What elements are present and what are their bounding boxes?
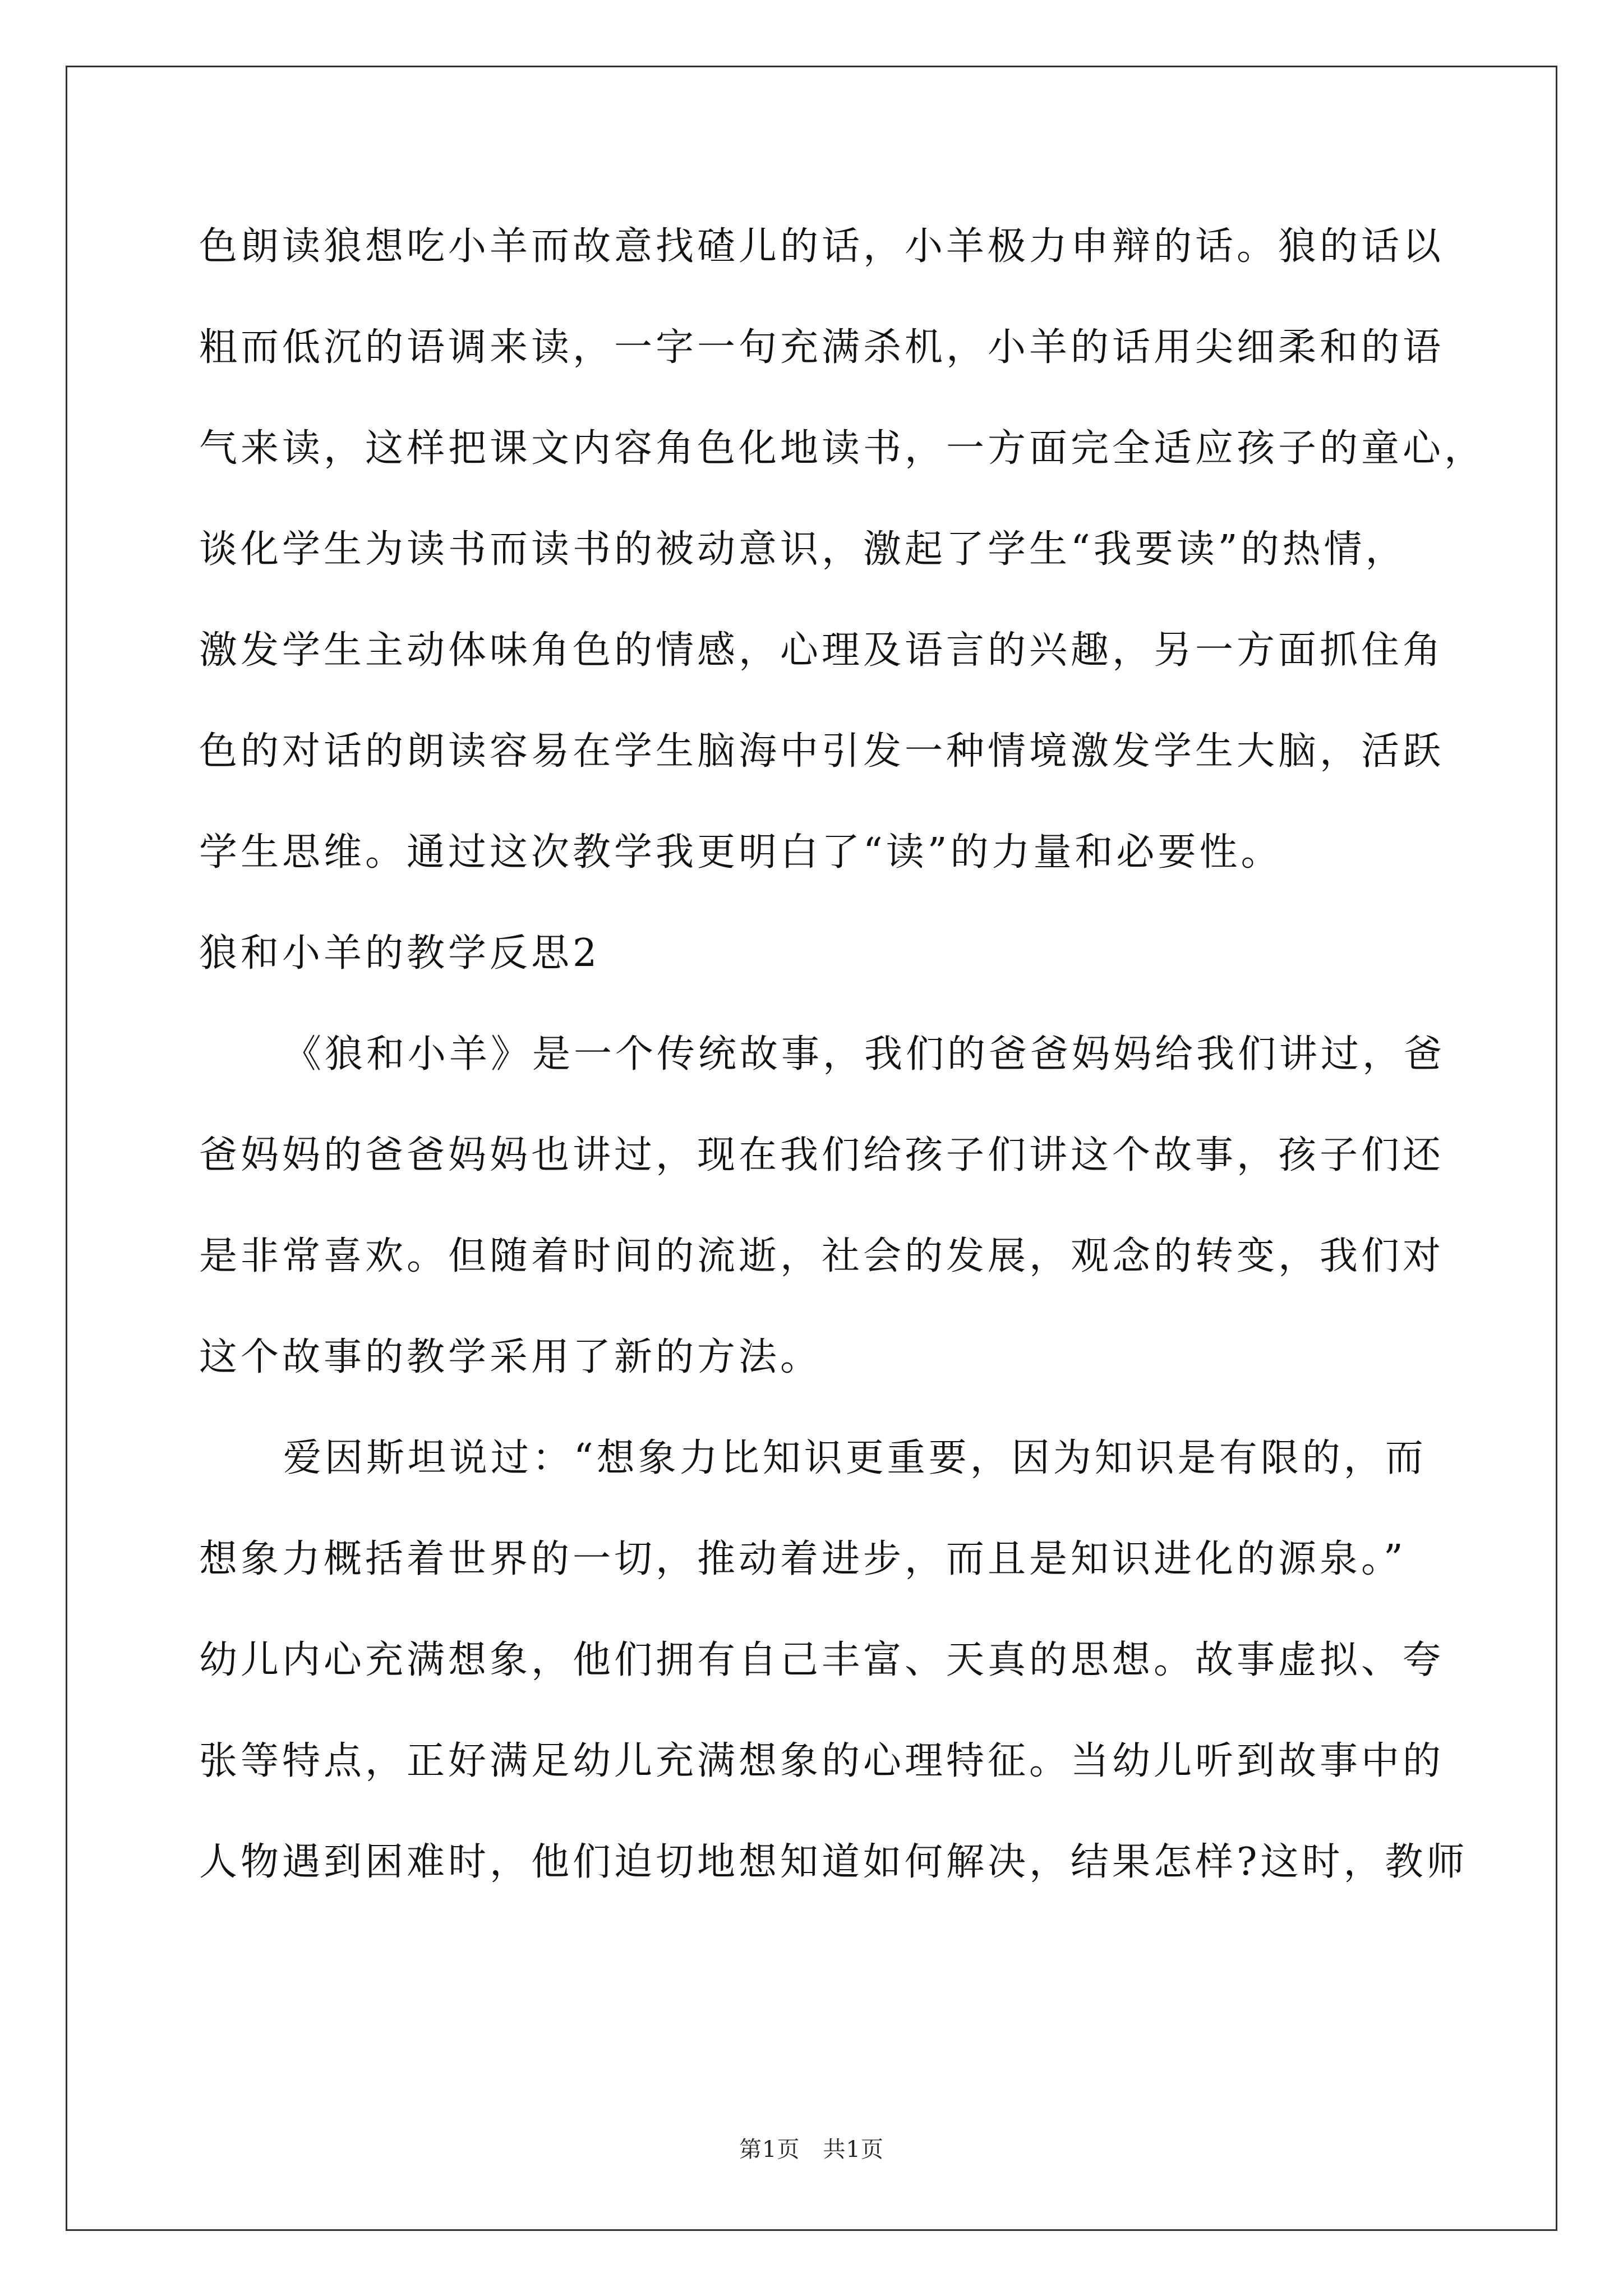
page-number-footer: 第1页 共1页 (739, 2137, 884, 2162)
text-line: 爸妈妈的爸爸妈妈也讲过，现在我们给孩子们讲这个故事，孩子们还 (199, 1133, 1445, 1177)
text-line: 激发学生主动体味角色的情感，心理及语言的兴趣，另一方面抓住角 (199, 628, 1445, 673)
text-line: 这个故事的教学采用了新的方法。 (199, 1335, 822, 1379)
text-line: 色的对话的朗读容易在学生脑海中引发一种情境激发学生大脑，活跃 (199, 729, 1445, 774)
text-line: 色朗读狼想吃小羊而故意找碴儿的话，小羊极力申辩的话。狼的话以 (199, 224, 1445, 269)
section-heading: 狼和小羊的教学反思2 (199, 931, 601, 976)
document-body (199, 213, 1486, 1930)
text-line: 谈化学生为读书而读书的被动意识，激起了学生“我要读”的热情， (199, 527, 1407, 572)
text-line: 《狼和小羊》是一个传统故事，我们的爸爸妈妈给我们讲过，爸 (283, 1032, 1446, 1076)
text-line: 人物遇到困难时，他们迫切地想知道如何解决，结果怎样?这时，教师 (199, 1840, 1468, 1884)
text-line: 气来读，这样把课文内容角色化地读书，一方面完全适应孩子的童心， (199, 426, 1486, 471)
text-line: 想象力概括着世界的一切，推动着进步，而且是知识进化的源泉。” (199, 1537, 1407, 1581)
text-line: 学生思维。通过这次教学我更明白了“读”的力量和必要性。 (199, 830, 1283, 875)
text-line: 粗而低沉的语调来读，一字一句充满杀机，小羊的话用尖细柔和的语 (199, 325, 1445, 370)
text-line: 幼儿内心充满想象，他们拥有自己丰富、天真的思想。故事虚拟、夸 (199, 1638, 1445, 1682)
text-line: 张等特点，正好满足幼儿充满想象的心理特征。当幼儿听到故事中的 (199, 1739, 1445, 1783)
text-line: 是非常喜欢。但随着时间的流逝，社会的发展，观念的转变，我们对 (199, 1234, 1445, 1278)
text-line: 爱因斯坦说过：“想象力比知识更重要，因为知识是有限的，而 (283, 1436, 1427, 1480)
